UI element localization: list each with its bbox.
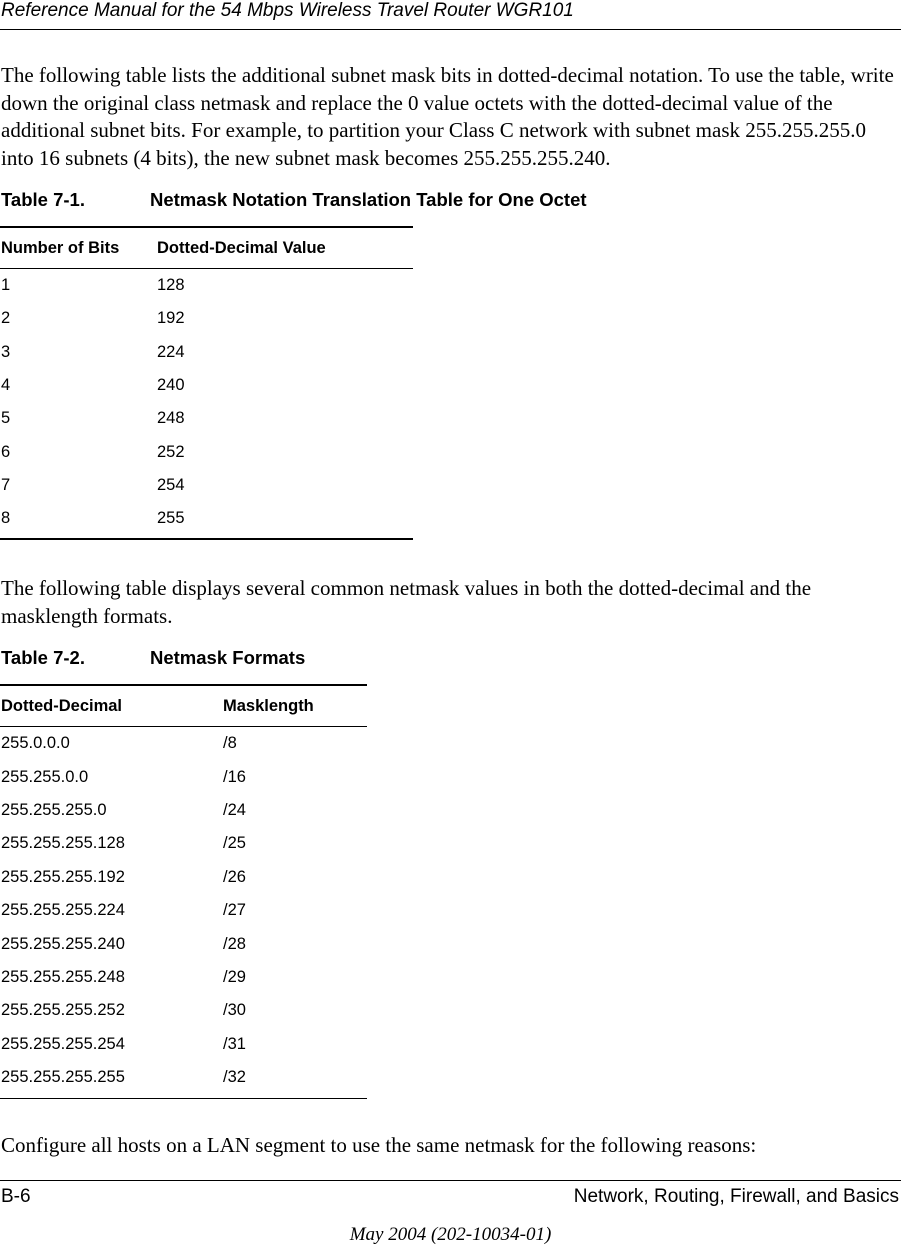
table1-col-value-header: Dotted-Decimal Value (157, 238, 326, 257)
intro-paragraph: The following table lists the additional subnet mask bits in dotted-decimal notation. To use the table, write down the original class netmask and replace the 0 value octets with the dotted-decimal value of the additional subnet bits. For example, to partition your Class C network with subnet mask 255.255.255.0 into 16 subnets (4 bits), the new subnet mask becomes 255.255.255.240. (1, 63, 894, 170)
table2-row (0, 994, 367, 1027)
netmask-formats-table (0, 684, 367, 1099)
header-rule (0, 29, 901, 30)
table1-cell-col1: 4 (1, 376, 11, 395)
table2-row (0, 961, 367, 994)
table2-cell-col1: 255.255.255.252 (1, 1001, 125, 1020)
table1-number: Table 7-1. (1, 189, 85, 210)
table2-cell-col1: 255.255.255.192 (1, 867, 125, 886)
table1-cell-col2: 255 (157, 509, 185, 528)
table2-title: Netmask Formats (150, 647, 306, 668)
table2-cell-col2: /32 (223, 1068, 246, 1087)
table2-cell-col2: /30 (223, 1001, 246, 1020)
table2-row (0, 1061, 367, 1094)
table2-cell-col2: /16 (223, 767, 246, 786)
table2-cell-col2: /27 (223, 901, 246, 920)
table2-cell-col2: /29 (223, 967, 246, 986)
table1-cell-col2: 248 (157, 409, 185, 428)
table2-cell-col1: 255.255.255.255 (1, 1068, 125, 1087)
table1-row (0, 469, 413, 502)
table2-row (0, 794, 367, 827)
table2-cell-col1: 255.255.255.248 (1, 967, 125, 986)
table2-row (0, 894, 367, 927)
table2-row (0, 760, 367, 793)
table1-cell-col1: 5 (1, 409, 11, 428)
table2-cell-col2: /24 (223, 800, 246, 819)
table2-number: Table 7-2. (1, 647, 85, 668)
table2-row (0, 927, 367, 960)
table1-row (0, 269, 413, 302)
table1-title: Netmask Notation Translation Table for One Octet (150, 189, 587, 210)
table1-cell-col2: 240 (157, 376, 185, 395)
table1-caption (1, 189, 587, 211)
table1-row (0, 435, 413, 468)
table2-cell-col2: /8 (223, 734, 237, 753)
table2-cell-col1: 255.255.255.0 (1, 800, 107, 819)
table2-col-dotted-header: Dotted-Decimal (1, 696, 123, 715)
table2-caption (1, 647, 305, 669)
footer-rule (0, 1180, 901, 1181)
table2-cell-col1: 255.255.255.240 (1, 934, 125, 953)
table1-cell-col1: 7 (1, 475, 11, 494)
netmask-translation-table (0, 226, 413, 540)
footer-section-title: Network, Routing, Firewall, and Basics (573, 1186, 899, 1207)
table2-col-masklength-header: Masklength (223, 696, 314, 715)
table1-cell-col2: 128 (157, 276, 185, 295)
table2-row (0, 727, 367, 760)
table1-cell-col2: 224 (157, 342, 185, 361)
table2-cell-col2: /25 (223, 834, 246, 853)
table2-cell-col1: 255.0.0.0 (1, 734, 70, 753)
table1-row (0, 502, 413, 535)
table1-cell-col1: 2 (1, 309, 11, 328)
table1-cell-col1: 3 (1, 342, 11, 361)
footer-page-number: B-6 (1, 1186, 31, 1207)
table2-header-row (0, 686, 367, 727)
table2-cell-col1: 255.255.255.128 (1, 834, 125, 853)
table1-cell-col2: 192 (157, 309, 185, 328)
table1-row (0, 302, 413, 335)
table1-body (0, 269, 413, 538)
table1-header-row (0, 228, 413, 269)
table1-cell-col1: 8 (1, 509, 11, 528)
running-header: Reference Manual for the 54 Mbps Wireless Travel Router WGR101 (1, 0, 574, 21)
table2-body (0, 727, 367, 1098)
table2-cell-col2: /26 (223, 867, 246, 886)
table2-row (0, 827, 367, 860)
table1-cell-col1: 6 (1, 442, 11, 461)
table1-col-bits-header: Number of Bits (1, 238, 120, 257)
table1-cell-col2: 252 (157, 442, 185, 461)
table1-row (0, 369, 413, 402)
table2-row (0, 861, 367, 894)
table2-cell-col1: 255.255.255.254 (1, 1034, 125, 1053)
table2-cell-col2: /31 (223, 1034, 246, 1053)
table2-cell-col2: /28 (223, 934, 246, 953)
footer-date: May 2004 (202-10034-01) (349, 1224, 552, 1245)
table1-cell-col2: 254 (157, 475, 185, 494)
table2-cell-col1: 255.255.0.0 (1, 767, 89, 786)
closing-paragraph: Configure all hosts on a LAN segment to use the same netmask for the following reasons: (1, 1133, 757, 1157)
table1-row (0, 336, 413, 369)
table1-row (0, 402, 413, 435)
table1-cell-col1: 1 (1, 276, 11, 295)
middle-paragraph: The following table displays several common netmask values in both the dotted-decimal and the masklength formats. (1, 576, 812, 628)
table2-cell-col1: 255.255.255.224 (1, 901, 125, 920)
table2-row (0, 1028, 367, 1061)
